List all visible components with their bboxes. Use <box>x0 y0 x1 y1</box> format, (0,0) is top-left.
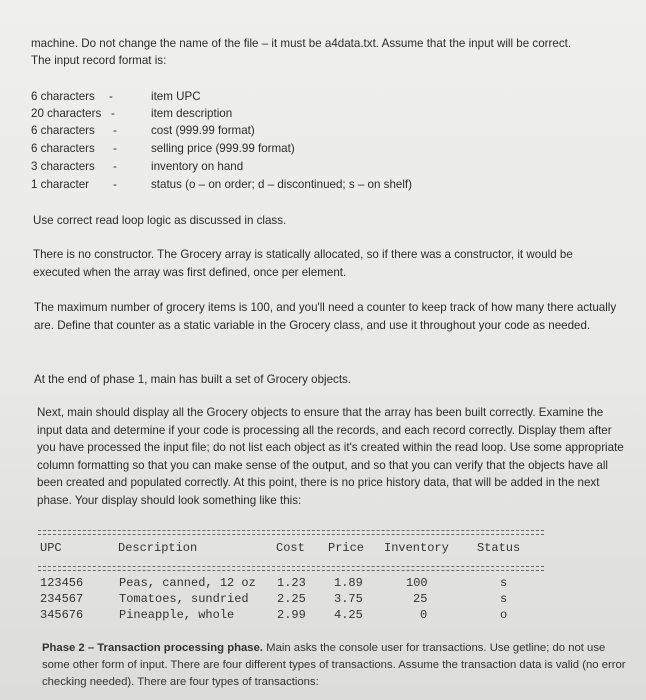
cell-price: 1.89 <box>334 576 363 590</box>
header-cost: Cost <box>276 541 305 555</box>
field-description: cost (999.99 format) <box>151 124 255 137</box>
field-description: inventory on hand <box>151 160 244 173</box>
field-dash: - <box>113 178 117 191</box>
field-size: 1 character <box>31 178 89 191</box>
cell-upc: 345676 <box>40 608 84 622</box>
field-size: 6 characters <box>31 142 95 155</box>
field-size: 20 characters <box>31 107 102 120</box>
field-dash: - <box>113 142 117 155</box>
display-paragraph: Next, main should display all the Grocery objects to ensure that the array has been built correctly. Examine the input data and determine if your code is processing all the records, and each record correctly. Display them after you have processed the input file; do not list each object as it's created within the read loop. Use some appropriate column formatting so that you can make sense of the output, and so that you can verify that the objects have all been created and populated correctly. At this point, there is no price history data, that will be added in the next phase. Your display should look something like this: <box>37 406 624 507</box>
cell-cost: 1.23 <box>277 576 306 590</box>
field-description: status (o – on order; d – discontinued; s – on shelf) <box>151 178 413 191</box>
table-top-rule <box>38 530 544 535</box>
intro-line-1: machine. Do not change the name of the file – it must be a4data.txt. Assume that the input will be correct. <box>31 37 572 50</box>
header-upc: UPC <box>40 541 62 555</box>
header-description: Description <box>118 541 198 555</box>
read-loop-paragraph: Use correct read loop logic as discussed in class. <box>33 214 287 227</box>
field-dash: - <box>113 124 117 137</box>
header-price: Price <box>328 541 365 555</box>
field-size: 6 characters <box>31 124 95 137</box>
header-status: Status <box>477 541 521 555</box>
phase1-end-paragraph: At the end of phase 1, main has built a set of Grocery objects. <box>34 373 352 386</box>
cell-price: 4.25 <box>334 608 363 622</box>
phase2-body-first: Main asks the console user for transactions. Use getline; do <box>266 642 566 654</box>
cell-inventory: 25 <box>413 592 428 606</box>
cell-inventory: 100 <box>406 576 428 590</box>
counter-paragraph: The maximum number of grocery items is 100, and you'll need a counter to keep track of how many there actually are. Define that counter as a static variable in the Grocery class, and use it throughout your code as needed. <box>34 301 617 332</box>
phase2-body-rest: not use some other form of input. There are four different types of transactions. Assume the transaction data is valid (no error checking needed). There are four types of transactions: <box>42 642 626 689</box>
field-size: 3 characters <box>31 160 95 173</box>
cell-price: 3.75 <box>334 592 363 606</box>
header-inventory: Inventory <box>384 541 449 555</box>
cell-upc: 234567 <box>40 592 84 606</box>
cell-description: Peas, canned, 12 oz <box>119 576 256 590</box>
field-dash: - <box>113 160 117 173</box>
table-header-rule <box>38 566 544 571</box>
cell-description: Pineapple, whole <box>119 608 235 622</box>
field-dash: - <box>111 107 115 120</box>
phase2-paragraph <box>42 640 632 692</box>
cell-cost: 2.25 <box>277 592 306 606</box>
field-description: selling price (999.99 format) <box>151 142 295 155</box>
cell-cost: 2.99 <box>277 608 306 622</box>
intro-line-2: The input record format is: <box>31 54 167 67</box>
field-description: item description <box>151 107 233 120</box>
cell-upc: 123456 <box>40 576 84 590</box>
cell-inventory: 0 <box>420 608 428 622</box>
cell-description: Tomatoes, sundried <box>119 592 249 606</box>
constructor-paragraph: There is no constructor. The Grocery array is statically allocated, so if there was a constructor, it would be executed when the array was first defined, once per element. <box>33 248 573 279</box>
cell-status: s <box>500 576 508 590</box>
field-size: 6 characters <box>31 90 95 103</box>
cell-status: o <box>500 608 508 622</box>
field-description: item UPC <box>151 90 201 103</box>
field-dash: - <box>109 90 113 103</box>
cell-status: s <box>500 592 508 606</box>
phase2-title: Phase 2 – Transaction processing phase. <box>42 642 264 654</box>
